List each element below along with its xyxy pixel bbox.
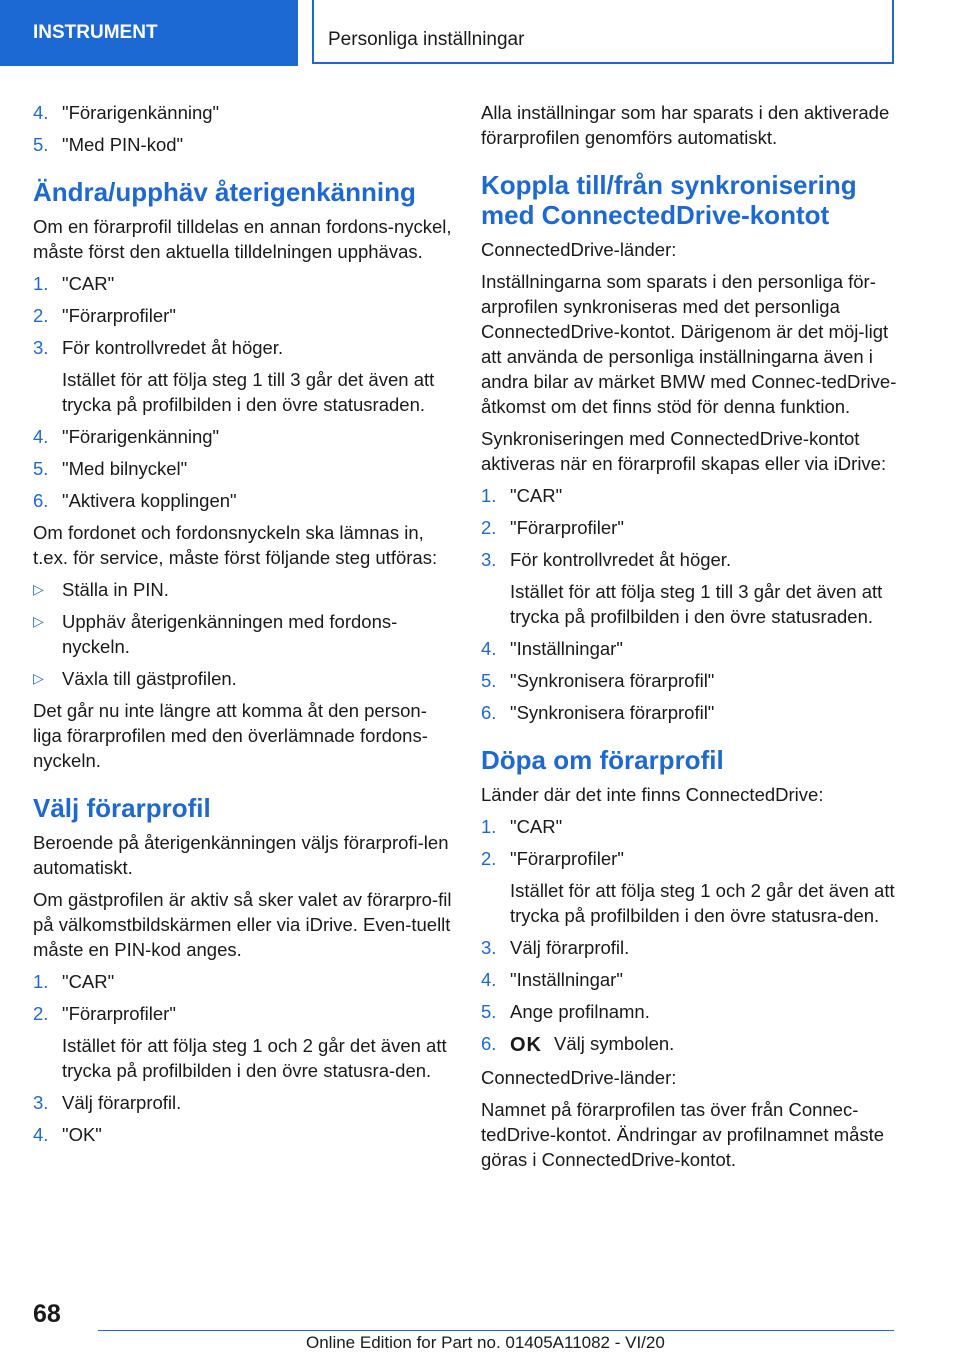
section-title: Personliga inställningar bbox=[312, 0, 894, 64]
paragraph: Alla inställningar som har sparats i den aktiverade förarprofilen genomförs automatiskt. bbox=[481, 102, 890, 148]
list-item: ▷ Ställa in PIN. bbox=[33, 579, 169, 600]
paragraph: Om gästprofilen är aktiv så sker valet av förarpro-fil på välkomstbildskärmen eller via iDrive. Even-tuellt måste en PIN-kod anges. bbox=[33, 889, 452, 960]
list-item: 2. "Förarprofiler" bbox=[33, 305, 176, 326]
paragraph: Det går nu inte längre att komma åt den person-liga förarprofilen med den överlämnade fordons-nyckeln. bbox=[33, 700, 428, 771]
bullet-list bbox=[33, 577, 453, 691]
list-item: 5. Ange profilnamn. bbox=[481, 1001, 650, 1022]
list-item: 2. "Förarprofiler" bbox=[481, 517, 624, 538]
list-item: 4. "Inställningar" bbox=[481, 638, 623, 659]
page-number: 68 bbox=[33, 1300, 61, 1328]
list-item: 4. "Förarigenkänning" bbox=[33, 102, 220, 123]
list-item: 5. "Synkronisera förarprofil" bbox=[481, 670, 715, 691]
triangle-bullet-icon: ▷ bbox=[33, 670, 44, 686]
list-item: 3. Välj förarprofil. bbox=[33, 1092, 182, 1113]
footer-divider bbox=[98, 1330, 894, 1331]
list-item: 4. "Förarigenkänning" bbox=[33, 426, 220, 447]
list-item: 6. "Synkronisera förarprofil" bbox=[481, 702, 715, 723]
list-item: 4. "Inställningar" bbox=[481, 969, 623, 990]
paragraph: Beroende på återigenkänningen väljs förarprofi-len automatiskt. bbox=[33, 832, 449, 878]
right-column bbox=[481, 100, 901, 1179]
steps-list bbox=[33, 271, 453, 513]
list-item: 6. OK Välj symbolen. bbox=[481, 1033, 675, 1056]
list-item: 1. "CAR" bbox=[481, 816, 563, 837]
footer-edition: Online Edition for Part no. 01405A11082 - VI/20 bbox=[306, 1333, 665, 1352]
paragraph: Inställningarna som sparats i den personliga för-arprofilen synkroniseras med det personliga ConnectedDrive-kontot. Därigenom är det möj-ligt att använda de personliga inställningarna även i andra bilar av märket BMW med Connec-tedDrive-åtkomst om det finns stöd för denna funktion. bbox=[481, 271, 897, 417]
list-item: 5. "Med PIN-kod" bbox=[33, 134, 184, 155]
heading-sync: Koppla till/från synkronisering med ConnectedDrive-kontot bbox=[481, 170, 857, 230]
paragraph: Länder där det inte finns ConnectedDrive: bbox=[481, 784, 824, 805]
paragraph: Om fordonet och fordonsnyckeln ska lämnas in, t.ex. för service, måste först följande steg utföras: bbox=[33, 522, 438, 568]
paragraph: Synkroniseringen med ConnectedDrive-kontot aktiveras när en förarprofil skapas eller via iDrive: bbox=[481, 428, 887, 474]
step-note: Istället för att följa steg 1 och 2 går det även att trycka på profilbilden i den övre statusra-den. bbox=[510, 880, 895, 926]
top-list bbox=[33, 100, 453, 157]
triangle-bullet-icon: ▷ bbox=[33, 613, 44, 629]
heading-change-recognition: Ändra/upphäv återigenkänning bbox=[33, 177, 416, 207]
heading-select-profile: Välj förarprofil bbox=[33, 793, 211, 823]
list-item: 2. "Förarprofiler" Istället för att följa steg 1 och 2 går det även att trycka på profilbilden i den övre statusra-den. bbox=[33, 1001, 453, 1083]
left-column bbox=[33, 100, 453, 1154]
steps-list bbox=[481, 483, 901, 725]
paragraph: Om en förarprofil tilldelas en annan fordons-nyckel, måste först den aktuella tilldelningen upphävas. bbox=[33, 216, 452, 262]
paragraph: Namnet på förarprofilen tas över från Connec-tedDrive-kontot. Ändringar av profilnamnet måste göras i ConnectedDrive-kontot. bbox=[481, 1099, 885, 1170]
heading-rename-profile: Döpa om förarprofil bbox=[481, 745, 724, 775]
step-note: Istället för att följa steg 1 och 2 går det även att trycka på profilbilden i den övre statusra-den. bbox=[62, 1035, 447, 1081]
list-item: 2. "Förarprofiler" Istället för att följa steg 1 och 2 går det även att trycka på profilbilden i den övre statusra-den. bbox=[481, 846, 901, 928]
paragraph: ConnectedDrive-länder: bbox=[481, 239, 677, 260]
triangle-bullet-icon: ▷ bbox=[33, 581, 44, 597]
paragraph: ConnectedDrive-länder: bbox=[481, 1067, 677, 1088]
list-item: 6. "Aktivera kopplingen" bbox=[33, 490, 237, 511]
list-item: ▷ Upphäv återigenkänningen med fordons-nyckeln. bbox=[33, 611, 398, 657]
step-note: Istället för att följa steg 1 till 3 går det även att trycka på profilbilden i den övre statusraden. bbox=[510, 581, 883, 627]
list-item: 1. "CAR" bbox=[33, 971, 115, 992]
list-item: 3. För kontrollvredet åt höger. Istället för att följa steg 1 till 3 går det även att trycka på profilbilden i den övre statusraden. bbox=[33, 335, 453, 417]
list-item: 1. "CAR" bbox=[481, 485, 563, 506]
step-note: Istället för att följa steg 1 till 3 går det även att trycka på profilbilden i den övre statusraden. bbox=[62, 369, 435, 415]
list-item: 4. "OK" bbox=[33, 1124, 102, 1145]
steps-list bbox=[33, 969, 453, 1147]
ok-symbol-icon: OK bbox=[510, 1034, 542, 1056]
chapter-label: INSTRUMENT bbox=[0, 0, 298, 66]
steps-list bbox=[481, 814, 901, 1058]
list-item: 1. "CAR" bbox=[33, 273, 115, 294]
page-header bbox=[0, 0, 960, 66]
list-item: 3. För kontrollvredet åt höger. Istället för att följa steg 1 till 3 går det även att trycka på profilbilden i den övre statusraden. bbox=[481, 547, 901, 629]
list-item: 5. "Med bilnyckel" bbox=[33, 458, 188, 479]
list-item: ▷ Växla till gästprofilen. bbox=[33, 668, 237, 689]
list-item: 3. Välj förarprofil. bbox=[481, 937, 630, 958]
